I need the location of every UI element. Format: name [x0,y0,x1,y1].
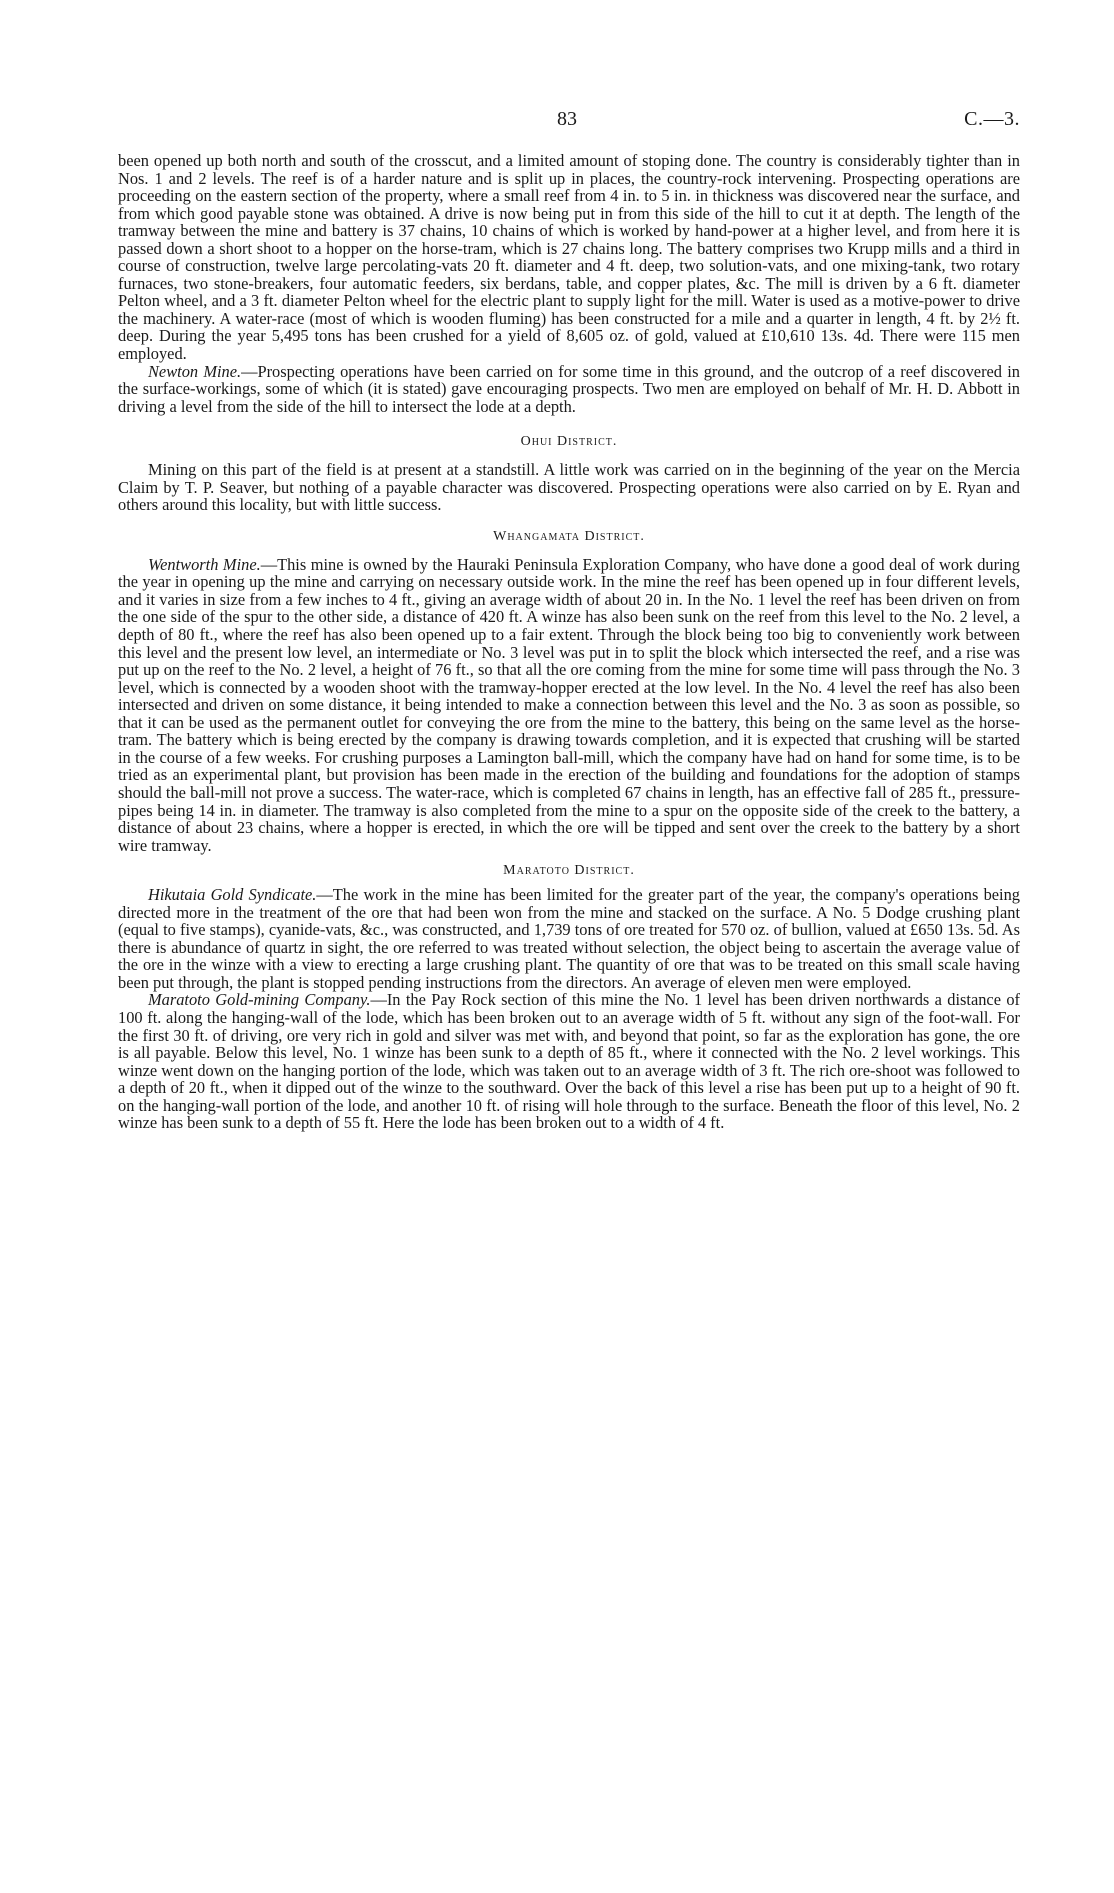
wentworth-mine-paragraph [118,556,1020,854]
page-header [0,108,1114,134]
ohui-district-heading: Ohui District. [520,434,618,450]
newton-mine-title: Newton Mine. [148,361,242,381]
wentworth-mine-title: Wentworth Mine. [148,554,261,574]
document-reference: C.—3. [964,108,1020,130]
newton-mine-text: —Prospecting operations have been carried on for some time in this ground, and the outcrop of a reef discovered in the surface-workings, some of which (it is stated) gave encouraging prospects. Two men are employed on behalf of Mr. H. D. Abbott in driving a level from the side of the hill to intersect the lode at a depth. [118,361,1020,416]
hikutaia-title: Hikutaia Gold Syndicate. [148,885,317,905]
page-body [118,152,1020,1132]
maratoto-district-heading: Maratoto District. [503,863,635,879]
hikutaia-text: —The work in the mine has been limited for the greater part of the year, the company's operations being directed more in the treatment of the ore that had been won from the mine and stacked on the surface. A No. 5 Dodge crushing plant (equal to five stamps), cyanide-vats, &c., was constructed, and 1,739 tons of ore treated for 570 oz. of bullion, valued at £650 13s. 5d. As there is abundance of quartz in sight, the ore referred to was treated without selection, the object being to ascertain the average value of the ore in the winze with a view to erecting a large crushing plant. The quantity of ore that was to be treated on this small scale having been put through, the plant is stopped pending instructions from the directors. An average of eleven men were employed. [118,885,1020,992]
wentworth-mine-text: —This mine is owned by the Hauraki Peninsula Exploration Company, who have done a good deal of work during the year in opening up the mine and carrying on necessary outside work. In the mine the reef has been opened up in four different levels, and it varies in size from a few inches to 4 ft., giving an average width of about 20 in. In the No. 1 level the reef has been driven on from the one side of the spur to the other side, a distance of 420 ft. A winze has also been sunk on the reef from this level to the No. 2 level, a depth of 80 ft., where the reef has also been opened up to a fair extent. Through the block being too big to conveniently work between this level and the present low level, an intermediate or No. 3 level was put in to split the block which intersected the reef, and a rise was put up on the reef to the No. 2 level, a height of 76 ft., so that all the ore coming from the mine for some time will pass through the No. 3 level, which is connected by a wooden shoot with the tramway-hopper erected at the low level. In the No. 4 level the reef has also been intersected and driven on some distance, it being intended to make a connection between this level and the No. 3 as soon as possible, so that it can be used as the permanent outlet for conveying the ore from the mine to the battery, this being on the same level as the horse-tram. The battery which is being erected by the company is drawing towards completion, and it is expected that crushing will be started in the course of a few weeks. For crushing purposes a Lamington ball-mill, which the company have had on hand for some time, is to be tried as an experimental plant, but provision has been made in the erection of the building and foundations for the adoption of stamps should the ball-mill not prove a success. The water-race, which is completed 67 chains in length, has an effective fall of 285 ft., pressure-pipes being 14 in. in diameter. The tramway is also completed from the mine to a spur on the opposite side of the creek to the battery, a distance of about 23 chains, where a hopper is erected, in which the ore will be tipped and sent over the creek to the battery by a short wire tramway. [118,554,1020,855]
maratoto-company-title: Maratoto Gold-mining Company. [148,990,371,1010]
page-number: 83 [557,108,577,130]
whangamata-district-heading: Whangamata District. [493,528,645,544]
ohui-paragraph: Mining on this part of the field is at present at a standstill. A little work was carried on in the beginning of the year on the Mercia Claim by T. P. Seaver, but nothing of a payable character was discovered. Prospecting operations were also carried on by E. Ryan and others around this locality, but with little success. [118,460,1020,515]
hikutaia-paragraph [118,886,1020,991]
maratoto-company-text: —In the Pay Rock section of this mine the No. 1 level has been driven northwards a distance of 100 ft. along the hanging-wall of the lode, which has been broken out to an average width of 5 ft. without any sign of the foot-wall. For the first 30 ft. of driving, ore very rich in gold and silver was met with, and beyond that point, so far as the exploration has gone, the ore is all payable. Below this level, No. 1 winze has been sunk to a depth of 85 ft., where it connected with the No. 2 level workings. This winze went down on the hanging portion of the lode, which was taken out to an average width of 3 ft. The rich ore-shoot was followed to a depth of 20 ft., when it dipped out of the winze to the southward. Over the back of this level a rise has been put up to a height of 90 ft. on the hanging-wall portion of the lode, and another 10 ft. of rising will hole through to the surface. Beneath the floor of this level, No. 2 winze has been sunk to a depth of 55 ft. Here the lode has been broken out to a width of 4 ft. [118,990,1020,1133]
newton-mine-paragraph [118,363,1020,416]
maratoto-company-paragraph [118,991,1020,1131]
intro-paragraph: been opened up both north and south of the crosscut, and a limited amount of stoping done. The country is considerably tighter than in Nos. 1 and 2 levels. The reef is of a harder nature and is split up in places, the country-rock intervening. Prospecting operations are proceeding on the eastern section of the property, where a small reef from 4 in. to 5 in. in thickness was discovered near the surface, and from which good payable stone was obtained. A drive is now being put in from this side of the hill to cut it at depth. The length of the tramway between the mine and battery is 37 chains, 10 chains of which is worked by hand-power at a higher level, and from here it is passed down a short shoot to a hopper on the horse-tram, which is 27 chains long. The battery comprises two Krupp mills and a third in course of construction, twelve large percolating-vats 20 ft. diameter and 4 ft. deep, two solution-vats, and one mixing-tank, two rotary furnaces, two stone-breakers, four automatic feeders, six berdans, table, and copper plates, &c. The mill is driven by a 6 ft. diameter Pelton wheel, and a 3 ft. diameter Pelton wheel for the electric plant to supply light for the mill. Water is used as a motive-power to drive the machinery. A water-race (most of which is wooden fluming) has been constructed for a mile and a quarter in length, 4 ft. by 2½ ft. deep. During the year 5,495 tons has been crushed for a yield of 8,605 oz. of gold, valued at £10,610 13s. 4d. There were 115 men employed. [118,151,1020,364]
